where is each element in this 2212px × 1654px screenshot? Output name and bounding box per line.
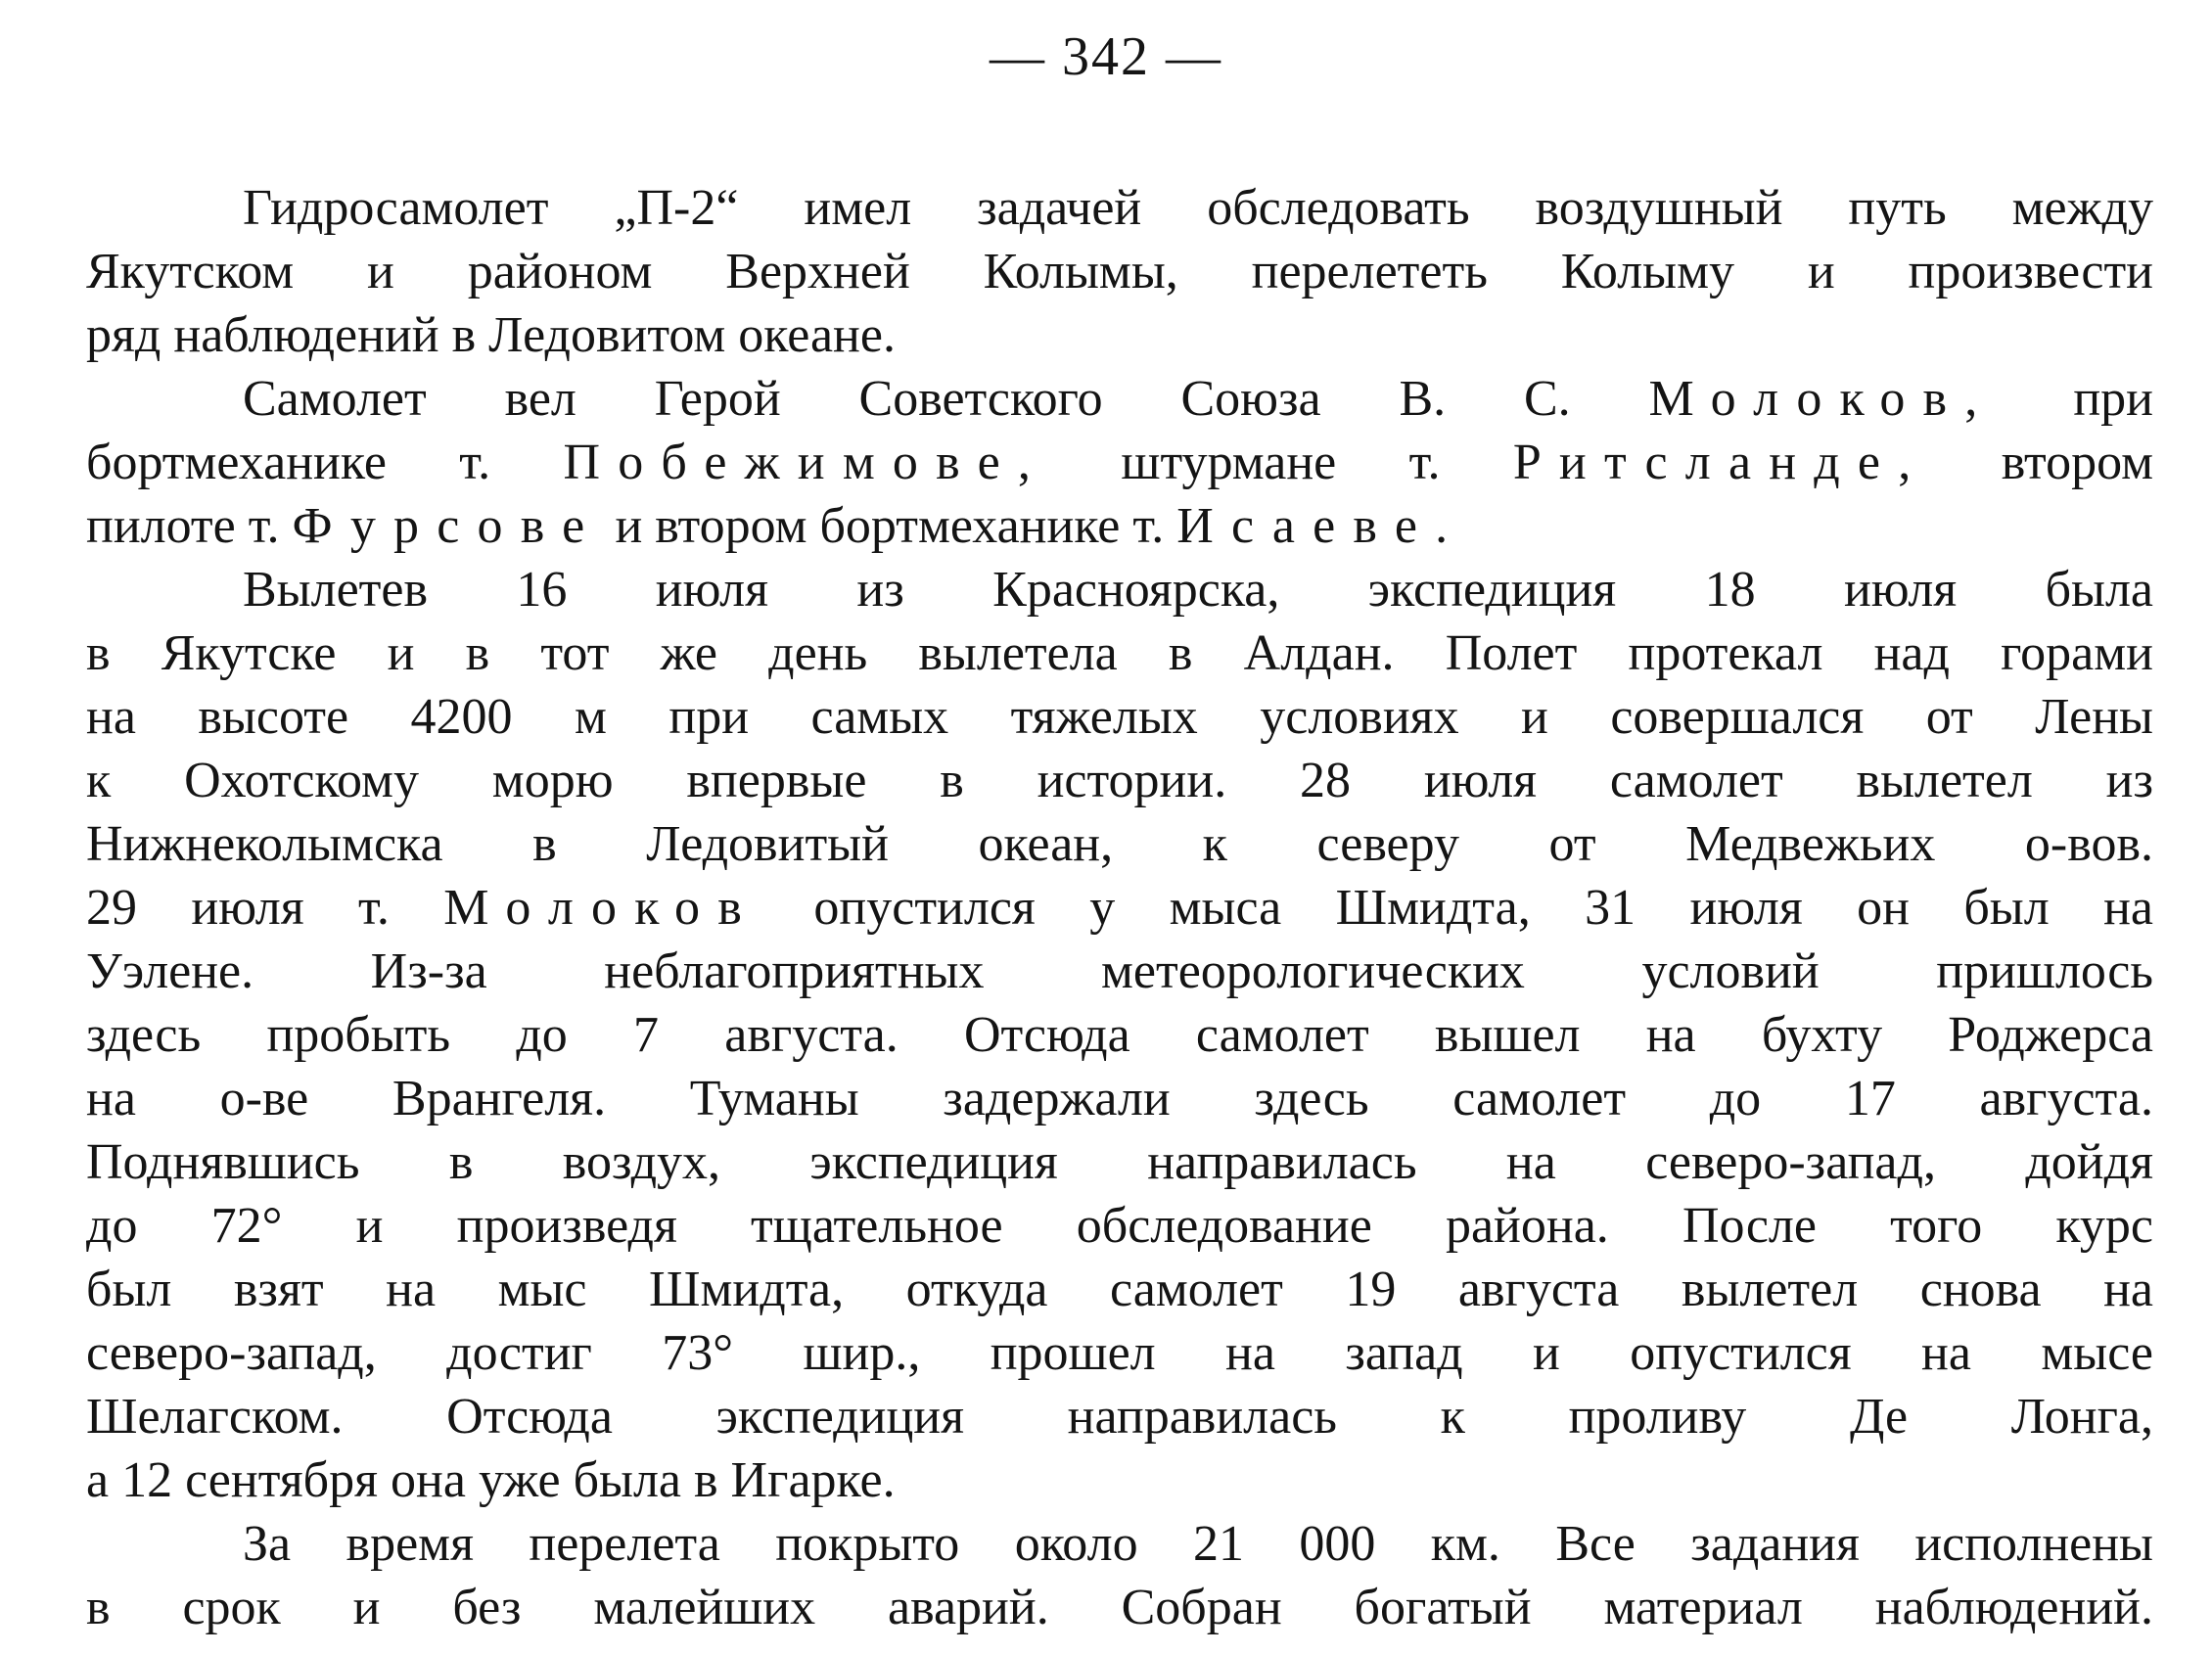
text-line <box>86 876 2153 940</box>
text-segment: Якутском и районом Верхней Колымы, перелететь Колыму и произвести <box>86 244 2153 299</box>
text-segment: Гидросамолет „П-2“ имел задачей обследовать воздушный путь между <box>243 180 2153 236</box>
text-segment: бортмеханике т. <box>86 435 564 490</box>
text-line <box>86 685 2153 749</box>
text-segment: пилоте т. <box>86 498 293 554</box>
text-line <box>86 940 2153 1003</box>
text-line <box>86 176 2153 240</box>
text-line <box>86 558 2153 621</box>
text-segment: Вылетев 16 июля из Красноярска, экспедиция 18 июля была <box>243 562 2153 618</box>
text-line <box>86 1385 2153 1448</box>
text-segment: Нижнеколымска в Ледовитый океан, к северу от Медвежьих о-вов. <box>86 816 2153 872</box>
text-segment: втором <box>1928 435 2153 490</box>
text-segment: на высоте 4200 м при самых тяжелых условиях и совершался от Лены <box>86 689 2153 745</box>
spaced-name: Фурсове <box>292 498 603 554</box>
text-line <box>86 431 2153 494</box>
text-segment: За время перелета покрыто около 21 000 км. Все задания исполнены <box>243 1516 2153 1572</box>
text-line <box>86 1448 2153 1512</box>
text-segment: при <box>1995 371 2153 427</box>
text-segment: был взят на мыс Шмидта, откуда самолет 19 августа вылетел снова на <box>86 1262 2153 1317</box>
text-segment: до 72° и произведя тщательное обследование района. После того курс <box>86 1198 2153 1254</box>
text-segment: в срок и без малейших аварий. Собран богатый материал наблюдений. <box>86 1580 2153 1635</box>
text-line <box>86 367 2153 431</box>
text-segment: Уэлене. Из-за неблагоприятных метеорологических условий пришлось <box>86 943 2153 999</box>
spaced-name: Исаеве. <box>1176 498 1466 554</box>
text-segment: северо-запад, достиг 73° шир., прошел на запад и опустился на мысе <box>86 1325 2153 1381</box>
text-segment: а 12 сентября она уже была в Игарке. <box>86 1452 896 1508</box>
text-segment: Шелагском. Отсюда экспедиция направилась к проливу Де Лонга, <box>86 1389 2153 1445</box>
text-line <box>86 1003 2153 1067</box>
text-line <box>86 1576 2153 1639</box>
text-line <box>86 1512 2153 1576</box>
page-number: — 342 — <box>990 26 1222 87</box>
text-segment: к Охотскому морю впервые в истории. 28 июля самолет вылетел из <box>86 753 2153 808</box>
text-line <box>86 1321 2153 1385</box>
text-line <box>86 303 2153 367</box>
text-line <box>86 812 2153 876</box>
text-line <box>86 1067 2153 1130</box>
text-line <box>86 494 2153 558</box>
text-segment: на о-ве Врангеля. Туманы задержали здесь самолет до 17 августа. <box>86 1071 2153 1126</box>
text-line <box>86 749 2153 812</box>
text-segment: в Якутске и в тот же день вылетела в Алдан. Полет протекал над горами <box>86 625 2153 681</box>
text-segment: Самолет вел Герой Советского Союза В. С. <box>243 371 1649 427</box>
text-line <box>86 1130 2153 1194</box>
text-segment: здесь пробыть до 7 августа. Отсюда самолет вышел на бухту Роджерса <box>86 1007 2153 1063</box>
spaced-name: Ритсланде, <box>1512 435 1929 490</box>
spaced-name: Побежимове, <box>563 435 1049 490</box>
text-segment: и втором бортмеханике т. <box>602 498 1177 554</box>
spaced-name: Молоков, <box>1648 371 1996 427</box>
text-line <box>86 621 2153 685</box>
text-segment: опустился у мыса Шмидта, 31 июля он был на <box>760 880 2153 936</box>
body-text <box>86 176 2153 1639</box>
text-line <box>86 240 2153 303</box>
text-segment: 29 июля т. <box>86 880 444 936</box>
text-line <box>86 1194 2153 1258</box>
text-line <box>86 1258 2153 1321</box>
spaced-name: Молоков <box>443 880 760 936</box>
text-segment: Поднявшись в воздух, экспедиция направилась на северо-запад, дойдя <box>86 1134 2153 1190</box>
text-segment: штурмане т. <box>1048 435 1513 490</box>
text-segment: ряд наблюдений в Ледовитом океане. <box>86 307 896 363</box>
